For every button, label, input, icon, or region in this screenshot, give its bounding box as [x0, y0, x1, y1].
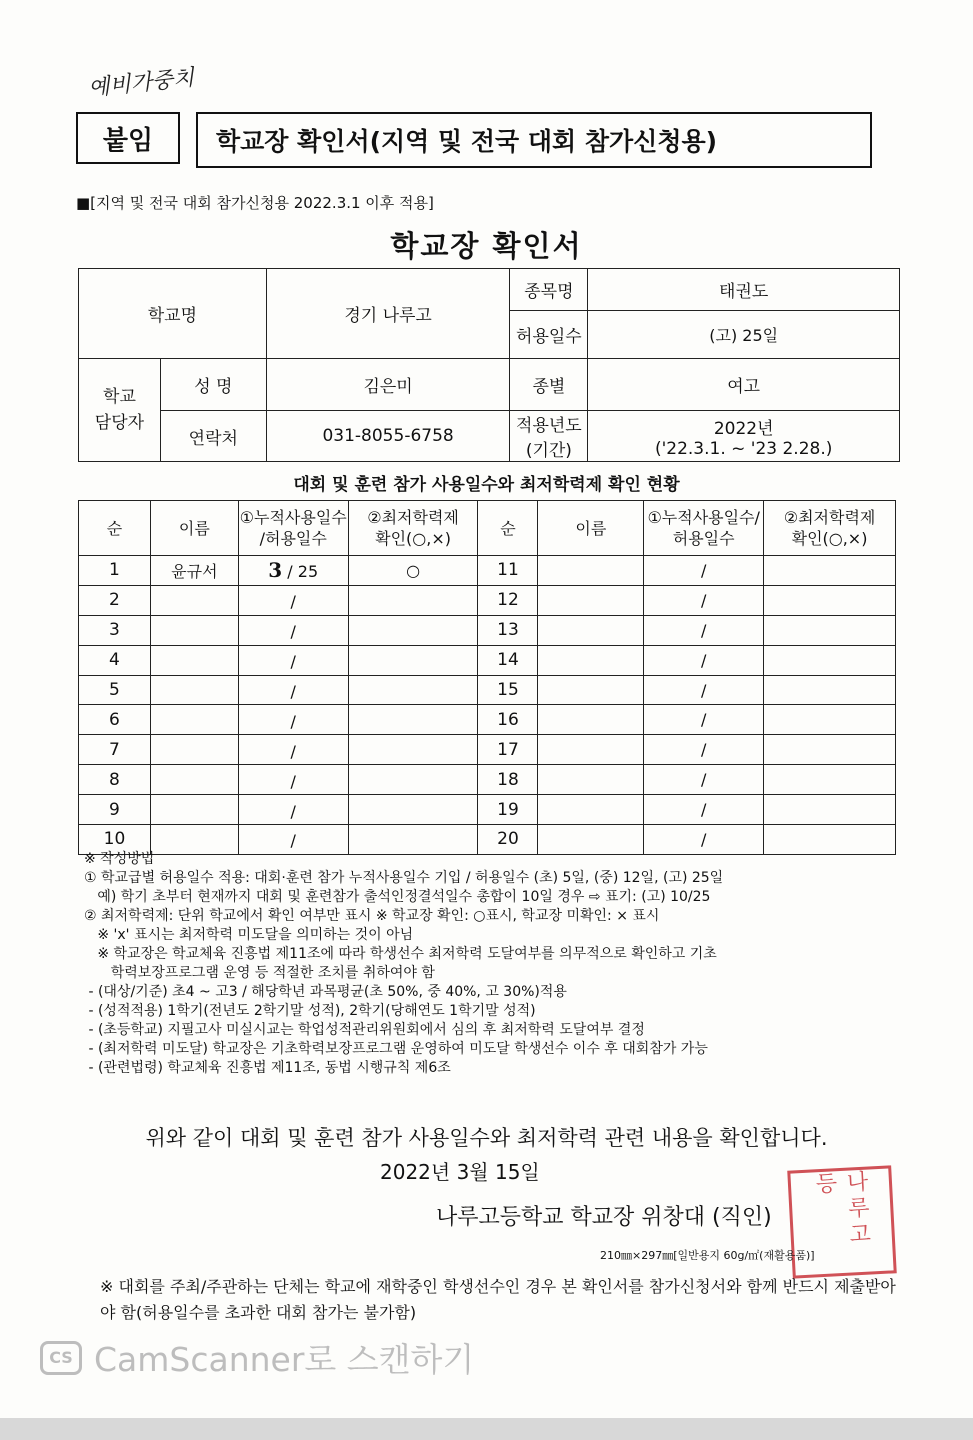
table-row [79, 585, 896, 615]
row-academic [348, 675, 478, 705]
row-name-right [538, 735, 644, 765]
col-days: ①누적사용일수 /허용일수 [238, 501, 348, 556]
row-academic-right [764, 645, 896, 675]
table-row [79, 795, 896, 825]
watermark-text: CamScanner로 스캔하기 [94, 1340, 475, 1379]
guide-line: - (대상/기준) 초4 ~ 고3 / 해당학년 과목평균(초 50%, 중 40%, 고 30%)적용 [84, 984, 567, 1000]
row-name [150, 765, 238, 795]
allowed-days: / [290, 622, 296, 642]
roster-table [78, 500, 896, 855]
row-name [150, 675, 238, 705]
writing-guide [84, 850, 904, 1078]
row-no-right: 14 [478, 645, 538, 675]
guide-line: ※ 'x' 표시는 최저학력 미도달을 의미하는 것이 아님 [84, 927, 414, 943]
allowed-days: / [290, 711, 296, 731]
row-days [238, 585, 348, 615]
table-row [79, 735, 896, 765]
col-name: 이름 [150, 501, 238, 556]
row-days-right: / [644, 615, 764, 645]
row-no: 5 [79, 675, 151, 705]
guide-line: ② 최저학력제: 단위 학교에서 확인 여부만 표시 ※ 학교장 확인: ○표시, 학교장 미확인: × 표시 [84, 908, 660, 924]
guide-line: ① 학교급별 허용일수 적용: 대회·훈련 참가 누적사용일수 기입 / 허용일수 (초) 5일, (중) 12일, (고) 25일 [84, 870, 724, 886]
section-title: 대회 및 훈련 참가 사용일수와 최저학력제 확인 현황 [293, 475, 680, 495]
guide-line: - (최저학력 미도달) 학교장은 기초학력보장프로그램 운영하여 미도달 학생선수 이수 후 대회참가 가능 [84, 1041, 708, 1057]
row-academic-right [764, 705, 896, 735]
row-no: 6 [79, 705, 151, 735]
allowed-days-label: 허용일수 [510, 311, 588, 359]
guide-line: ※ 학교장은 학교체육 진흥법 제11조에 따라 학생선수 최저학력 도달여부를 의무적으로 확인하고 기초 [84, 946, 717, 962]
sport-value: 태권도 [588, 269, 900, 311]
row-academic [348, 585, 478, 615]
row-name-right [538, 615, 644, 645]
footnote: ※ 대회를 주최/주관하는 단체는 학교에 재학중인 학생선수인 경우 본 확인서를 참가신청서와 함께 반드시 제출받아야 함(허용일수를 초과한 대회 참가는 불가함) [100, 1277, 896, 1322]
issue-date: 2022년 3월 15일 [380, 1160, 540, 1184]
signer: 나루고등학교 학교장 위창대 (직인) [436, 1205, 772, 1230]
school-label: 학교명 [79, 269, 267, 359]
allowed-days: / [290, 831, 296, 851]
allowed-days: / [290, 741, 296, 761]
row-days [238, 705, 348, 735]
row-days [238, 735, 348, 765]
row-no: 4 [79, 645, 151, 675]
row-academic [348, 615, 478, 645]
row-no: 10 [79, 825, 151, 855]
row-no-right: 11 [478, 556, 538, 586]
allowed-days: / [290, 652, 296, 672]
row-days [238, 675, 348, 705]
row-name-right [538, 795, 644, 825]
row-academic-right [764, 795, 896, 825]
row-days [238, 765, 348, 795]
row-no-right: 20 [478, 825, 538, 855]
row-name [150, 645, 238, 675]
scan-edge [0, 1418, 973, 1440]
col-name-right: 이름 [538, 501, 644, 556]
guide-line: ※ 작성방법 [84, 851, 155, 867]
category-value: 여고 [588, 359, 900, 411]
year-value: 2022년 ('22.3.1. ~ '23 2.28.) [588, 411, 900, 462]
row-academic [348, 735, 478, 765]
year-label: 적용년도 (기간) [510, 411, 588, 462]
row-academic [348, 645, 478, 675]
name-label: 성 명 [160, 359, 266, 411]
row-no: 2 [79, 585, 151, 615]
row-days-right: / [644, 735, 764, 765]
row-no: 9 [79, 795, 151, 825]
row-no: 1 [79, 556, 151, 586]
row-academic-right [764, 765, 896, 795]
row-no-right: 18 [478, 765, 538, 795]
row-name [150, 735, 238, 765]
school-info-table [78, 268, 900, 462]
row-name-right [538, 675, 644, 705]
row-days-right: / [644, 795, 764, 825]
row-no-right: 15 [478, 675, 538, 705]
col-no-right: 순 [478, 501, 538, 556]
allowed-days: / [290, 801, 296, 821]
header-title: 학교장 확인서(지역 및 전국 대회 참가신청용) [196, 112, 872, 168]
row-days-right: / [644, 705, 764, 735]
row-academic [348, 795, 478, 825]
row-name [150, 585, 238, 615]
row-name [150, 615, 238, 645]
allowed-days: / 25 [287, 562, 319, 582]
contact-value: 031-8055-6758 [266, 411, 510, 462]
row-days-right: / [644, 645, 764, 675]
confirm-statement: 위와 같이 대회 및 훈련 참가 사용일수와 최저학력 관련 내용을 확인합니다. [145, 1126, 828, 1150]
camscanner-logo-icon: CS [40, 1341, 82, 1375]
row-no-right: 16 [478, 705, 538, 735]
row-days-right: / [644, 585, 764, 615]
row-days [238, 645, 348, 675]
name-value: 김은미 [266, 359, 510, 411]
manager-label: 학교 담당자 [79, 359, 161, 462]
row-name-right [538, 705, 644, 735]
row-no: 7 [79, 735, 151, 765]
row-academic-right [764, 585, 896, 615]
col-days-right: ①누적사용일수/ 허용일수 [644, 501, 764, 556]
row-days-right: / [644, 825, 764, 855]
col-no: 순 [79, 501, 151, 556]
apply-note: ■[지역 및 전국 대회 참가신청용 2022.3.1 이후 적용] [76, 194, 434, 212]
official-seal-icon: 나루고등 [787, 1165, 897, 1278]
row-academic-right [764, 735, 896, 765]
row-no-right: 12 [478, 585, 538, 615]
row-no: 3 [79, 615, 151, 645]
school-value: 경기 나루고 [266, 269, 510, 359]
row-academic: ○ [348, 556, 478, 586]
allowed-days: / [290, 771, 296, 791]
table-row [79, 765, 896, 795]
row-days [238, 556, 348, 586]
camscanner-watermark [40, 1334, 474, 1381]
handwritten-days: 3 [268, 558, 283, 583]
row-no: 8 [79, 765, 151, 795]
row-name [150, 795, 238, 825]
contact-label: 연락처 [160, 411, 266, 462]
guide-line: - (성적적용) 1학기(전년도 2학기말 성적), 2학기(당해연도 1학기말 성적) [84, 1003, 536, 1019]
row-days-right: / [644, 675, 764, 705]
row-academic-right [764, 556, 896, 586]
row-academic-right [764, 675, 896, 705]
guide-line: - (초등학교) 지필고사 미실시교는 학업성적관리위원회에서 심의 후 최저학력 도달여부 결정 [84, 1022, 645, 1038]
allowed-days: / [290, 682, 296, 701]
row-no-right: 19 [478, 795, 538, 825]
category-label: 종별 [510, 359, 588, 411]
col-academic-right: ②최저학력제 확인(○,×) [764, 501, 896, 556]
row-name-right [538, 765, 644, 795]
row-academic [348, 705, 478, 735]
col-academic: ②최저학력제 확인(○,×) [348, 501, 478, 556]
allowed-days-value: (고) 25일 [588, 311, 900, 359]
row-days [238, 615, 348, 645]
row-name-right [538, 585, 644, 615]
document-title: 학교장 확인서 [390, 229, 583, 263]
row-name: 윤규서 [150, 556, 238, 586]
row-days-right: / [644, 556, 764, 586]
row-no-right: 13 [478, 615, 538, 645]
allowed-days: / [290, 592, 296, 612]
row-days-right: / [644, 765, 764, 795]
table-row [79, 675, 896, 705]
table-row [79, 615, 896, 645]
table-row [79, 705, 896, 735]
guide-line: - (관련법령) 학교체육 진흥법 제11조, 동법 시행규칙 제6조 [84, 1060, 451, 1076]
handwritten-note: 예비가중치 [87, 65, 196, 102]
paper-spec: 210㎜×297㎜[일반용지 60g/㎡(재활용품)] [600, 1249, 815, 1262]
row-name-right [538, 556, 644, 586]
row-no-right: 17 [478, 735, 538, 765]
guide-line: 학력보장프로그램 운영 등 적절한 조치를 취하여야 함 [84, 965, 435, 981]
row-academic [348, 765, 478, 795]
table-row [79, 645, 896, 675]
row-name [150, 705, 238, 735]
sport-label: 종목명 [510, 269, 588, 311]
table-row [79, 556, 896, 586]
row-days [238, 795, 348, 825]
attachment-label: 붙임 [76, 112, 180, 164]
row-name-right [538, 645, 644, 675]
guide-line: 예) 학기 초부터 현재까지 대회 및 훈련참가 출석인정결석일수 총합이 10일 경우 ⇨ 표기: (고) 10/25 [84, 889, 711, 905]
row-academic-right [764, 615, 896, 645]
